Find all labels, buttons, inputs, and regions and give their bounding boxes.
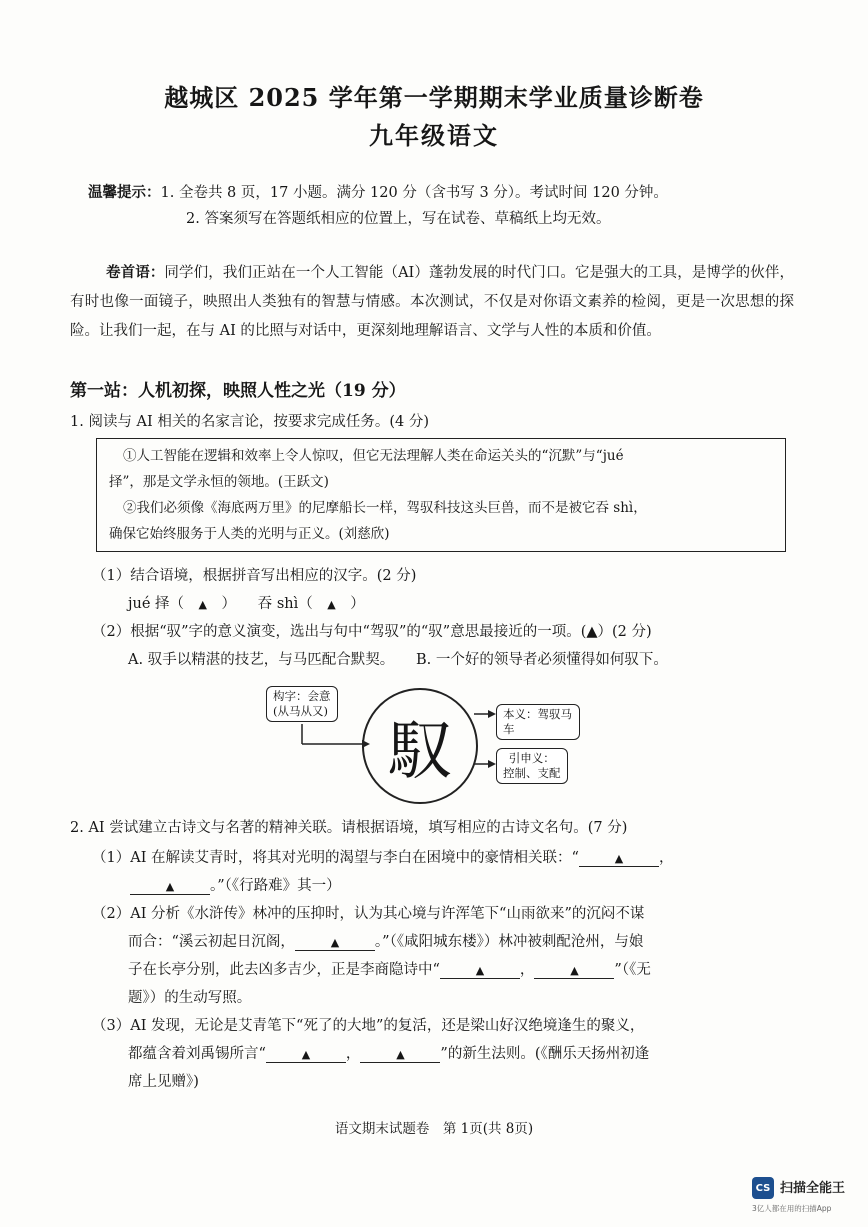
preface [70,258,794,346]
q2-s1-text: （1）AI 在解读艾青时，将其对光明的渴望与李白在困境中的豪情相关联：“ [92,850,579,866]
blank-mark: ▲ [330,936,340,949]
answer-blank-5[interactable] [534,962,614,979]
q2-s3-source: ”的新生法则。(《酬乐天扬州初逢 [440,1046,650,1062]
tips-section [88,180,668,232]
q2-s2-text-2: 。”（《咸阳城东楼》）林冲被刺配沧州，与娘 [374,934,644,950]
structure-label: 构字：会意 [273,689,331,703]
q2-s2-text: 而合：“溪云初起日沉阁， [128,934,295,950]
page-footer: 语文期末试题卷 第 1页(共 8页) [334,1121,534,1137]
blank-mark: ▲ [301,1048,311,1061]
extended-label: 引申义： [508,751,555,765]
blank-mark: ▲ [396,1048,405,1061]
q2-s1-source: 。”（《行路难》其一） [210,878,341,894]
blank-close: ） [350,596,365,612]
q2-s1-line2 [130,874,341,895]
scanner-badge [752,1175,858,1217]
q2-s2-line4: 题》）的生动写照。 [128,990,252,1006]
option-b[interactable]: B. 一个好的领导者必须懂得如何驭下。 [415,652,668,668]
q2-s2-comma: ， [519,962,535,978]
scanner-name: 扫描全能王 [780,1181,846,1196]
seal-character: 馭 [362,688,478,804]
diagram-structure-box [266,686,338,722]
exam-subtitle: 九年级语文 [369,121,499,150]
diagram-original-meaning: 本义：驾驭马车 [496,704,580,740]
blank-label-1: jué 择（ [128,596,185,612]
quote-2b: 确保它始终服务于人类的光明与正义。(刘慈欣) [109,526,390,542]
answer-blank-6[interactable] [266,1046,346,1063]
scanner-tagline: 3亿人都在用的扫描App [752,1204,832,1213]
q2-s2-line3 [128,958,651,979]
station-1-heading: 第一站：人机初探，映照人性之光（19 分） [70,381,406,401]
blank-mark-1[interactable]: ▲ [198,598,207,611]
preface-label: 卷首语： [106,264,165,281]
blank-mark: ▲ [570,964,579,977]
answer-blank-4[interactable] [440,962,520,979]
q2-s1-line1 [92,846,673,867]
structure-detail: (从马从又) [273,704,328,718]
option-a[interactable]: A. 驭手以精湛的技艺，与马匹配合默契。 [128,652,387,668]
q2-s3-text: 都蕴含着刘禹锡所言“ [128,1046,266,1062]
q2-s3-line3: 席上见赠》) [128,1074,199,1090]
blank-mark: ▲ [475,964,485,977]
q2-s3-line1: （3）AI 发现，无论是艾青笔下“死了的大地”的复活，还是梁山好汉绝境逢生的聚义， [92,1018,645,1034]
quote-2a: ②我们必须像《海底两万里》的尼摩船长一样，驾驭科技这头巨兽，而不是被它吞 shì， [123,500,647,516]
blank-mark-2[interactable]: ▲ [327,598,336,611]
character-diagram [260,680,580,810]
q2-stem: 2. AI 尝试建立古诗文与名著的精神关联。请根据语境，填写相应的古诗文名句。(7 分) [70,820,628,836]
q2-s2-line2 [128,930,643,951]
tips-line-2: 2. 答案须写在答题纸相应的位置上，写在试卷、草稿纸上均无效。 [186,211,611,227]
diagram-extended-meaning [496,748,568,784]
q1-sub1: （1）结合语境，根据拼音写出相应的汉字。(2 分) [92,568,417,584]
q1-stem: 1. 阅读与 AI 相关的名家言论，按要求完成任务。(4 分) [70,414,430,430]
q1-sub1-items [128,592,365,613]
tips-line-1: 1. 全卷共 8 页，17 小题。满分 120 分（含书写 3 分）。考试时间 120 分钟。 [160,185,668,201]
blank-label-2: ） 吞 shì（ [221,596,313,612]
answer-blank-7[interactable] [360,1046,440,1063]
quote-1a: ①人工智能在逻辑和效率上令人惊叹，但它无法理解人类在命运关头的“沉默”与“jué [123,448,624,464]
blank-mark: ▲ [165,880,175,893]
quote-box [96,438,786,552]
q2-s1-comma: ， [658,850,674,866]
q1-sub2: （2）根据“驭”字的意义演变，选出与句中“驾驭”的“驭”意思最接近的一项。(▲）(2 分) [92,624,652,640]
tips-label: 温馨提示： [88,184,161,201]
answer-blank-3[interactable] [295,934,375,951]
camscanner-logo-icon: CS [752,1177,774,1199]
quote-1b: 择”，那是文学永恒的领地。(王跃文) [109,474,329,490]
q1-options [128,648,668,669]
extended-detail: 控制、支配 [503,766,561,780]
q2-s2-source: ”（《无 [614,962,651,978]
q2-s3-comma: ， [345,1046,361,1062]
blank-mark: ▲ [614,852,624,865]
exam-title: 越城区 2025 学年第一学期期末学业质量诊断卷 [164,83,704,112]
answer-blank-1[interactable] [579,850,659,867]
q2-s2-line1: （2）AI 分析《水浒传》林冲的压抑时，认为其心境与许浑笔下“山雨欲来”的沉闷不谋 [92,906,645,922]
q2-s2-text-3: 子在长亭分别，此去凶多吉少，正是李商隐诗中“ [128,962,440,978]
q2-s3-line2 [128,1042,649,1063]
answer-blank-2[interactable] [130,878,210,895]
preface-text: 同学们，我们正站在一个人工智能（AI）蓬勃发展的时代门口。它是强大的工具，是博学的伙伴，有时也像一面镜子，映照出人类独有的智慧与情感。本次测试，不仅是对你语文素养的检阅，更是一次思想的探险。让我们一起，在与 AI 的比照与对话中，更深刻地理解语言、文学与人性的本质和价值。 [70,265,794,339]
